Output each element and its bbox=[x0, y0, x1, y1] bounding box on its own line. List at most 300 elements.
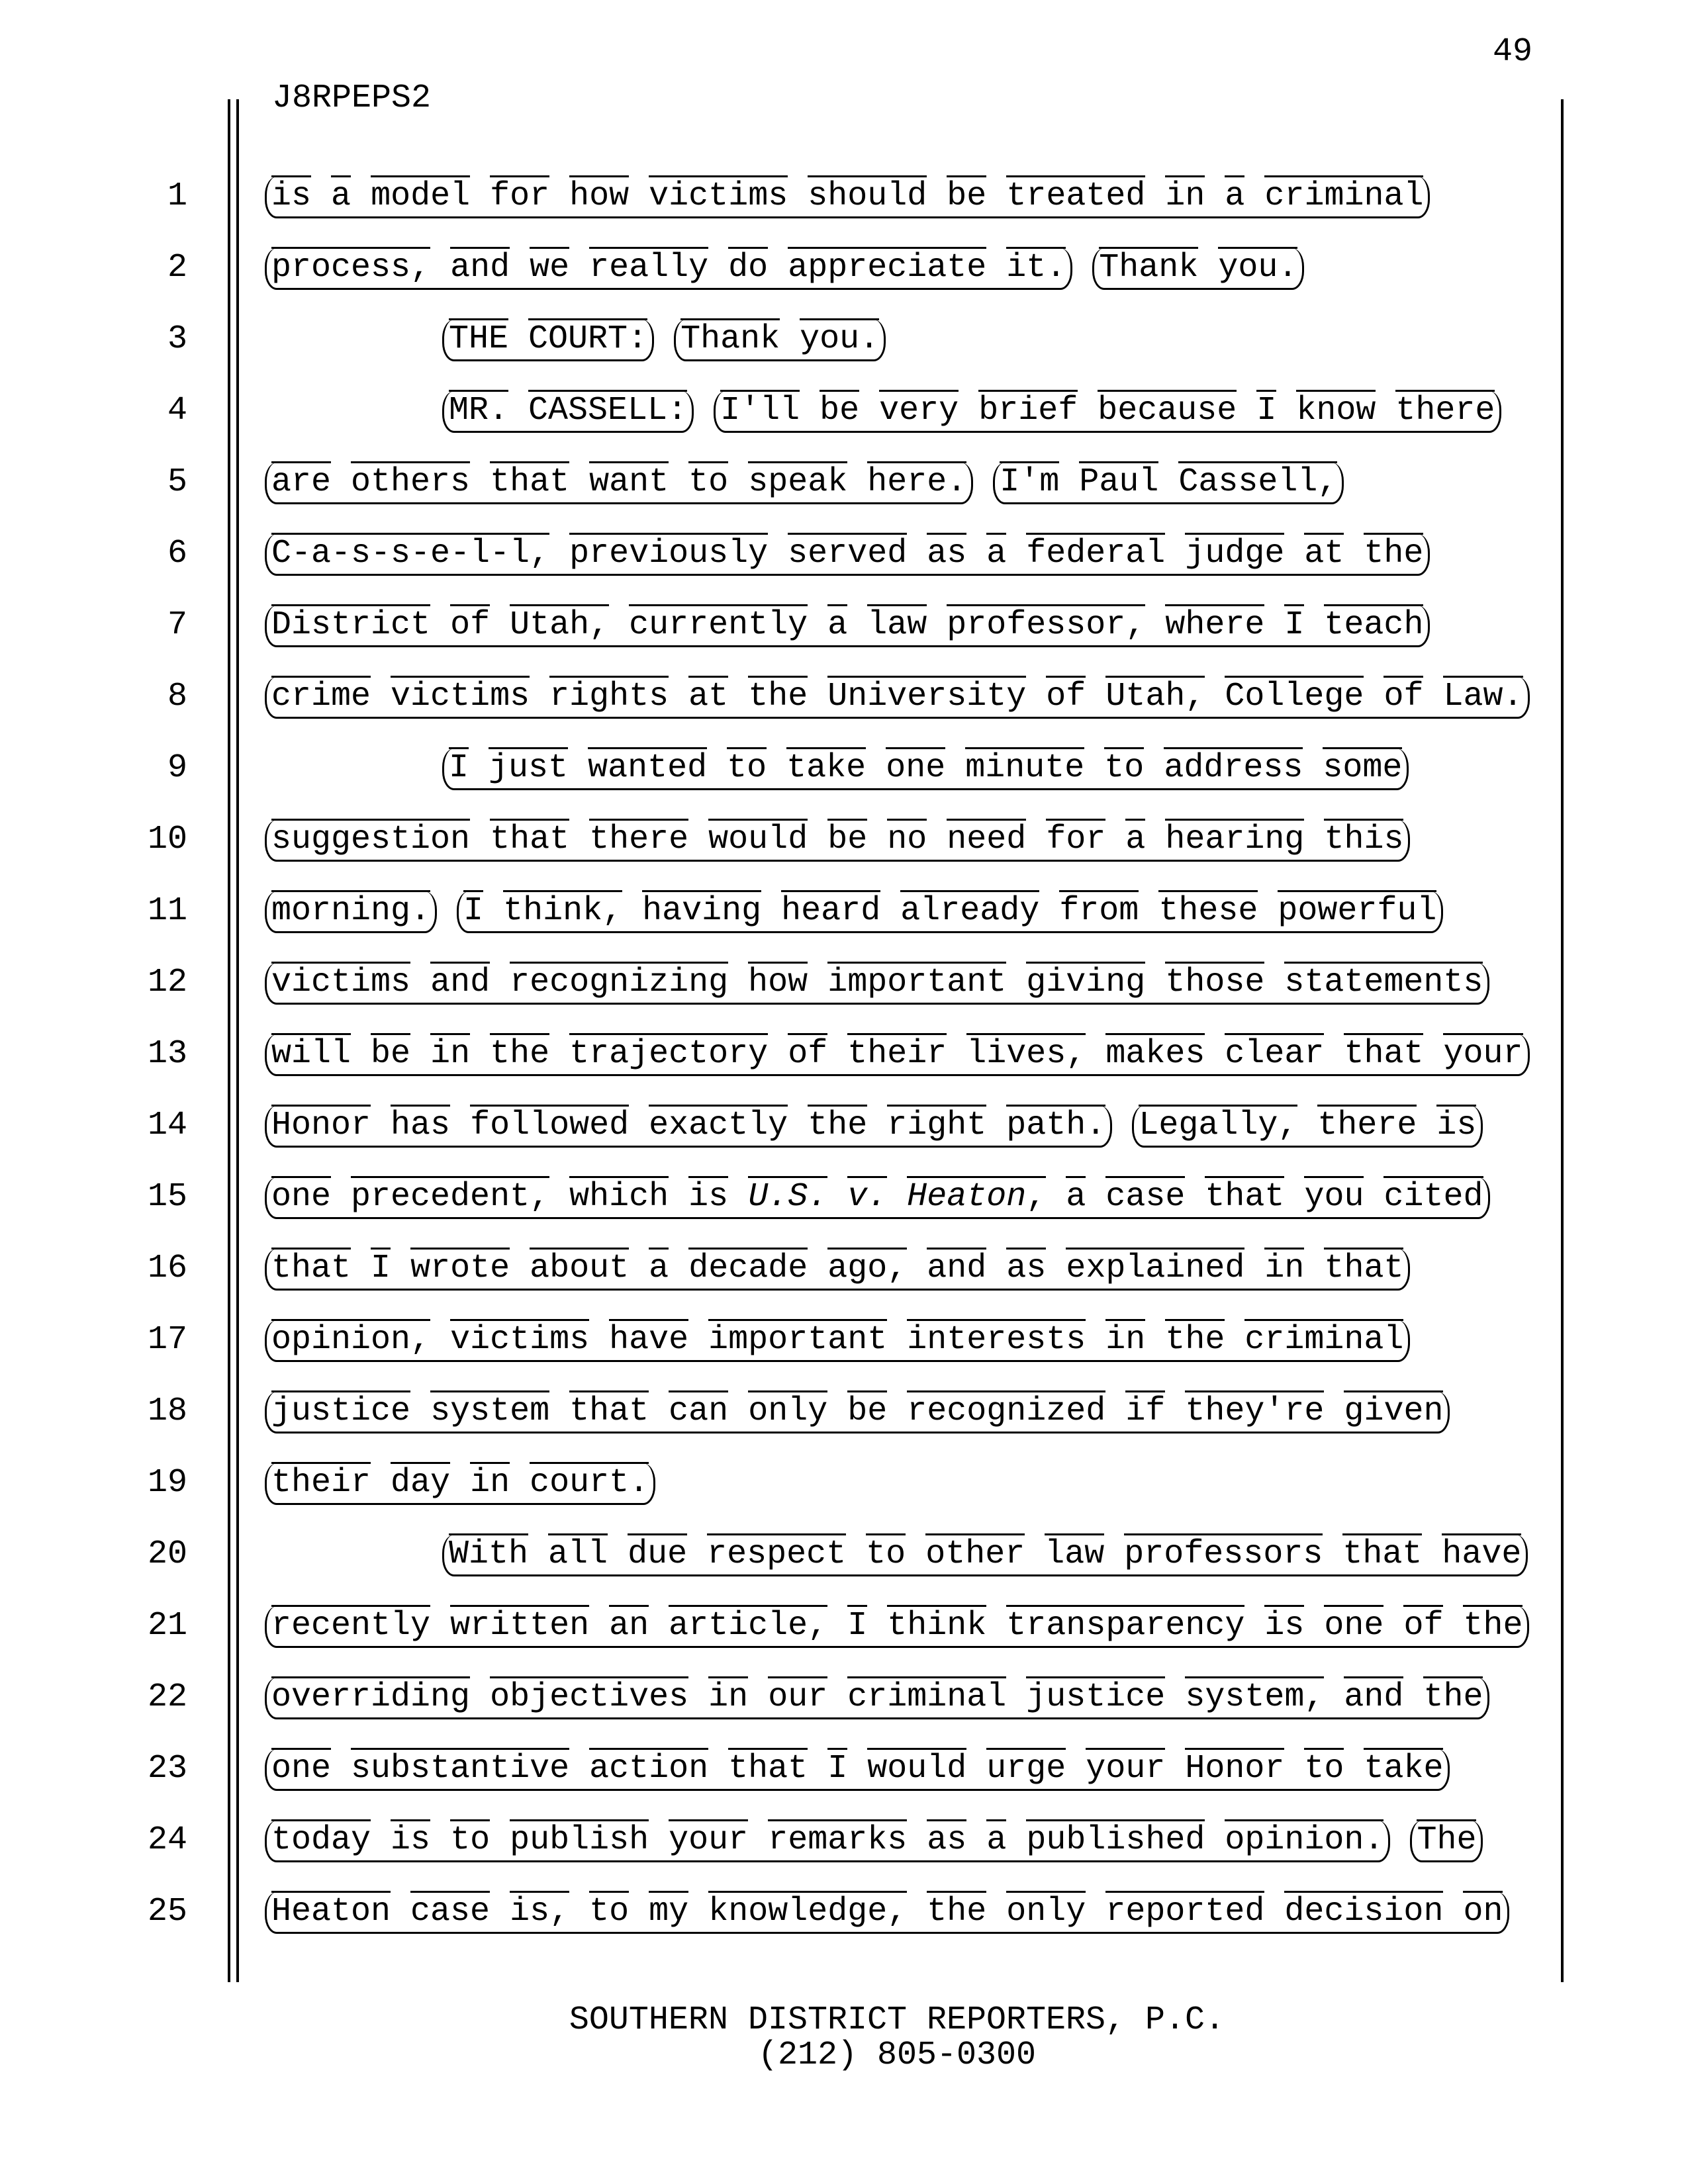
word: path. bbox=[1006, 1105, 1105, 1144]
word: C-a-s-s-e-l-l, bbox=[271, 533, 549, 572]
word: ago, bbox=[827, 1248, 907, 1287]
word: action bbox=[589, 1748, 708, 1788]
text-segment-box bbox=[442, 749, 1409, 790]
word: there bbox=[1317, 1105, 1417, 1144]
line-text bbox=[265, 1821, 1609, 1862]
text-segment-box bbox=[265, 606, 1430, 647]
word: COURT: bbox=[528, 318, 647, 358]
word: U.S. bbox=[748, 1176, 827, 1216]
word: that bbox=[1342, 1533, 1422, 1573]
word: crime bbox=[271, 676, 371, 715]
footer-phone-number: (212) 805-0300 bbox=[757, 2036, 1037, 2074]
word: is bbox=[1264, 1605, 1304, 1645]
word: criminal bbox=[1244, 1319, 1403, 1359]
word: it. bbox=[1006, 247, 1066, 287]
line-number: 11 bbox=[147, 892, 187, 930]
word: judge bbox=[1185, 533, 1284, 572]
text-segment-box bbox=[265, 1249, 1410, 1291]
line-text bbox=[265, 1463, 1609, 1505]
word: really bbox=[589, 247, 708, 287]
line-text bbox=[265, 1249, 1609, 1291]
word: your bbox=[669, 1819, 748, 1859]
word: substantive bbox=[351, 1748, 569, 1788]
word: only bbox=[748, 1390, 827, 1430]
word: to bbox=[1304, 1748, 1344, 1788]
word: the bbox=[748, 676, 808, 715]
word: MR. bbox=[449, 390, 508, 430]
word: Thank bbox=[1099, 247, 1198, 287]
word: I bbox=[1256, 390, 1276, 430]
word: take bbox=[1364, 1748, 1443, 1788]
line-text bbox=[265, 606, 1609, 647]
transcript-line bbox=[0, 1034, 1688, 1078]
word: Paul bbox=[1079, 461, 1158, 501]
line-text bbox=[265, 1034, 1609, 1076]
word: very bbox=[879, 390, 959, 430]
line-number: 10 bbox=[147, 821, 187, 858]
transcript-line bbox=[0, 320, 1688, 363]
line-number: 19 bbox=[147, 1464, 187, 1502]
word: urge bbox=[986, 1748, 1066, 1788]
word: transparency bbox=[1006, 1605, 1244, 1645]
word: think bbox=[887, 1605, 986, 1645]
word: their bbox=[271, 1462, 371, 1502]
line-number: 20 bbox=[147, 1535, 187, 1573]
word: and bbox=[1344, 1676, 1403, 1716]
word: professors bbox=[1124, 1533, 1323, 1573]
transcript-line bbox=[0, 1463, 1688, 1507]
word: speak bbox=[748, 461, 847, 501]
word: to bbox=[450, 1819, 490, 1859]
word: due bbox=[628, 1533, 687, 1573]
word: The bbox=[1417, 1819, 1476, 1859]
word: if bbox=[1125, 1390, 1165, 1430]
word: I bbox=[371, 1248, 391, 1287]
word: their bbox=[847, 1033, 947, 1073]
word: Utah, bbox=[1105, 676, 1205, 715]
word: I'll bbox=[720, 390, 800, 430]
word: have bbox=[609, 1319, 688, 1359]
word: just bbox=[489, 747, 568, 787]
word: appreciate bbox=[788, 247, 986, 287]
word: has bbox=[391, 1105, 450, 1144]
word: currently bbox=[629, 604, 808, 644]
word: hearing bbox=[1165, 819, 1304, 858]
word: of bbox=[450, 604, 490, 644]
word: CASSELL: bbox=[528, 390, 687, 430]
word: served bbox=[788, 533, 907, 572]
word: system bbox=[430, 1390, 549, 1430]
word: precedent, bbox=[351, 1176, 549, 1216]
word: as bbox=[927, 1819, 966, 1859]
line-number: 8 bbox=[167, 678, 187, 715]
transcript-line bbox=[0, 1320, 1688, 1364]
line-text bbox=[265, 320, 1609, 361]
word: criminal bbox=[847, 1676, 1006, 1716]
transcript-line bbox=[0, 1106, 1688, 1150]
word: of bbox=[1403, 1605, 1443, 1645]
word: the bbox=[1165, 1319, 1225, 1359]
word: the bbox=[1364, 533, 1423, 572]
word: Honor bbox=[271, 1105, 371, 1144]
word: your bbox=[1086, 1748, 1165, 1788]
word: justice bbox=[271, 1390, 410, 1430]
word: decade bbox=[688, 1248, 808, 1287]
word: address bbox=[1164, 747, 1303, 787]
word: treated bbox=[1006, 175, 1145, 215]
word: cited bbox=[1383, 1176, 1483, 1216]
word: a bbox=[1125, 819, 1145, 858]
word: a bbox=[986, 1819, 1006, 1859]
word: the bbox=[808, 1105, 867, 1144]
word: victims bbox=[450, 1319, 589, 1359]
word: be bbox=[820, 390, 859, 430]
word: that bbox=[569, 1390, 649, 1430]
text-segment-box bbox=[265, 820, 1410, 862]
word: others bbox=[351, 461, 470, 501]
word: I'm bbox=[1000, 461, 1059, 501]
word: one bbox=[271, 1748, 331, 1788]
word: lives, bbox=[966, 1033, 1086, 1073]
word: take bbox=[786, 747, 866, 787]
word: Heaton bbox=[271, 1891, 391, 1931]
text-segment-box bbox=[442, 391, 694, 433]
word: reported bbox=[1105, 1891, 1264, 1931]
text-segment-box bbox=[265, 463, 973, 504]
line-number: 13 bbox=[147, 1035, 187, 1073]
line-number: 4 bbox=[167, 392, 187, 430]
word: criminal bbox=[1264, 175, 1423, 215]
word: I bbox=[827, 1748, 847, 1788]
word: where bbox=[1165, 604, 1264, 644]
word: rights bbox=[549, 676, 669, 715]
word: powerful bbox=[1278, 890, 1436, 930]
word: our bbox=[768, 1676, 827, 1716]
text-segment-box bbox=[714, 391, 1501, 433]
word: victims bbox=[649, 175, 788, 215]
word: in bbox=[1105, 1319, 1145, 1359]
word: law bbox=[1045, 1533, 1104, 1573]
word: law bbox=[867, 604, 927, 644]
word: we bbox=[530, 247, 569, 287]
word: morning. bbox=[271, 890, 430, 930]
word: Heaton bbox=[907, 1176, 1026, 1216]
word: THE bbox=[449, 318, 508, 358]
word: objectives bbox=[490, 1676, 688, 1716]
word: a bbox=[827, 604, 847, 644]
line-number: 25 bbox=[147, 1893, 187, 1931]
word: a bbox=[649, 1248, 669, 1287]
word: having bbox=[642, 890, 761, 930]
word: Utah, bbox=[510, 604, 609, 644]
word: With bbox=[449, 1533, 528, 1573]
transcript-line bbox=[0, 1392, 1688, 1435]
line-number: 21 bbox=[147, 1607, 187, 1645]
word: you. bbox=[1218, 247, 1297, 287]
word: process, bbox=[271, 247, 430, 287]
word: to bbox=[1104, 747, 1144, 787]
word: to bbox=[866, 1533, 906, 1573]
line-number: 5 bbox=[167, 463, 187, 501]
word: today bbox=[271, 1819, 371, 1859]
word: Honor bbox=[1185, 1748, 1284, 1788]
line-text bbox=[265, 1892, 1609, 1934]
word: justice bbox=[1026, 1676, 1165, 1716]
word: day bbox=[391, 1462, 450, 1502]
paragraph-indent bbox=[265, 1562, 442, 1563]
line-text bbox=[265, 391, 1609, 433]
transcript-line bbox=[0, 891, 1688, 935]
word: article, bbox=[669, 1605, 827, 1645]
word: the bbox=[1423, 1676, 1483, 1716]
text-segment-box bbox=[265, 1034, 1530, 1076]
word: followed bbox=[470, 1105, 629, 1144]
word: that bbox=[271, 1248, 351, 1287]
word: want bbox=[589, 461, 669, 501]
word: is bbox=[688, 1176, 728, 1216]
word: you. bbox=[800, 318, 879, 358]
transcript-line bbox=[0, 1606, 1688, 1650]
word: they're bbox=[1185, 1390, 1324, 1430]
word: that bbox=[1205, 1176, 1284, 1216]
word: in bbox=[470, 1462, 510, 1502]
word: these bbox=[1158, 890, 1258, 930]
text-segment-box bbox=[265, 1463, 655, 1505]
word: no bbox=[887, 819, 927, 858]
word: as bbox=[927, 533, 966, 572]
word: model bbox=[371, 175, 470, 215]
text-segment-box bbox=[265, 248, 1072, 290]
word: that bbox=[490, 819, 569, 858]
text-segment-box bbox=[265, 963, 1489, 1005]
word: giving bbox=[1026, 962, 1145, 1001]
text-segment-box bbox=[442, 320, 654, 361]
line-number: 14 bbox=[147, 1107, 187, 1144]
word: to bbox=[589, 1891, 629, 1931]
word: one bbox=[271, 1176, 331, 1216]
word: for bbox=[490, 175, 549, 215]
word: University bbox=[827, 676, 1026, 715]
word: opinion. bbox=[1225, 1819, 1383, 1859]
word: court. bbox=[530, 1462, 649, 1502]
word: Legally, bbox=[1139, 1105, 1297, 1144]
word: minute bbox=[965, 747, 1084, 787]
word: published bbox=[1026, 1819, 1205, 1859]
word: victims bbox=[271, 962, 410, 1001]
line-text bbox=[265, 891, 1609, 933]
transcript-line bbox=[0, 1535, 1688, 1578]
text-segment-box bbox=[1132, 1106, 1483, 1148]
word: v. bbox=[847, 1176, 887, 1216]
text-segment-box bbox=[442, 1535, 1528, 1576]
word: trajectory bbox=[569, 1033, 768, 1073]
word: that bbox=[490, 461, 569, 501]
line-text bbox=[265, 963, 1609, 1005]
word: other bbox=[925, 1533, 1025, 1573]
line-number: 16 bbox=[147, 1250, 187, 1287]
line-text bbox=[265, 749, 1609, 790]
word: that bbox=[728, 1748, 808, 1788]
line-text bbox=[265, 1392, 1609, 1433]
word: would bbox=[708, 819, 808, 858]
word: how bbox=[748, 962, 808, 1001]
text-segment-box bbox=[265, 1106, 1112, 1148]
transcript-line bbox=[0, 749, 1688, 792]
word: one bbox=[886, 747, 945, 787]
transcript-line bbox=[0, 1249, 1688, 1293]
word: the bbox=[927, 1891, 986, 1931]
word: system, bbox=[1185, 1676, 1324, 1716]
word: which bbox=[569, 1176, 669, 1216]
word: about bbox=[530, 1248, 629, 1287]
word: recognizing bbox=[510, 962, 728, 1001]
word: suggestion bbox=[271, 819, 470, 858]
word: I bbox=[449, 747, 469, 787]
line-number: 7 bbox=[167, 606, 187, 644]
word: overriding bbox=[271, 1676, 470, 1716]
transcript-line bbox=[0, 1177, 1688, 1221]
word: I bbox=[847, 1605, 867, 1645]
text-segment-box bbox=[265, 1892, 1509, 1934]
word: , bbox=[1026, 1176, 1046, 1216]
word: heard bbox=[781, 890, 880, 930]
transcript-line bbox=[0, 1678, 1688, 1721]
line-number: 24 bbox=[147, 1821, 187, 1859]
word: in bbox=[1264, 1248, 1304, 1287]
word: case bbox=[1105, 1176, 1185, 1216]
transcript-line bbox=[0, 1821, 1688, 1864]
line-number: 2 bbox=[167, 249, 187, 287]
word: in bbox=[1165, 175, 1205, 215]
word: of bbox=[1383, 676, 1423, 715]
text-segment-box bbox=[993, 463, 1344, 504]
transcript-header-id: J8RPEPS2 bbox=[272, 79, 432, 117]
line-text bbox=[265, 1606, 1609, 1648]
transcript-line bbox=[0, 248, 1688, 292]
transcript-line bbox=[0, 1892, 1688, 1936]
line-text bbox=[265, 1106, 1609, 1148]
word: knowledge, bbox=[708, 1891, 907, 1931]
text-segment-box bbox=[265, 891, 437, 933]
line-number: 23 bbox=[147, 1750, 187, 1788]
line-text bbox=[265, 1535, 1609, 1576]
word: there bbox=[1395, 390, 1495, 430]
line-text bbox=[265, 1749, 1609, 1791]
line-text bbox=[265, 1177, 1609, 1219]
word: because bbox=[1098, 390, 1237, 430]
text-segment-box bbox=[1092, 248, 1304, 290]
word: interests bbox=[907, 1319, 1086, 1359]
word: is bbox=[391, 1819, 430, 1859]
word: be bbox=[827, 819, 867, 858]
transcript-line bbox=[0, 1749, 1688, 1793]
word: a bbox=[986, 533, 1006, 572]
word: can bbox=[669, 1390, 728, 1430]
word: for bbox=[1046, 819, 1105, 858]
word: you bbox=[1304, 1176, 1364, 1216]
transcript-line bbox=[0, 463, 1688, 506]
word: exactly bbox=[649, 1105, 788, 1144]
text-segment-box bbox=[457, 891, 1443, 933]
word: case bbox=[410, 1891, 490, 1931]
word: need bbox=[947, 819, 1026, 858]
word: your bbox=[1443, 1033, 1523, 1073]
word: that bbox=[1324, 1248, 1403, 1287]
word: be bbox=[847, 1390, 887, 1430]
text-segment-box bbox=[674, 320, 886, 361]
word: the bbox=[1463, 1605, 1523, 1645]
transcript-line bbox=[0, 820, 1688, 864]
line-text bbox=[265, 820, 1609, 862]
line-text bbox=[265, 534, 1609, 576]
word: professor, bbox=[947, 604, 1145, 644]
line-text bbox=[265, 677, 1609, 719]
word: and bbox=[927, 1248, 986, 1287]
text-segment-box bbox=[265, 177, 1430, 218]
word: Cassell, bbox=[1178, 461, 1337, 501]
word: District bbox=[271, 604, 430, 644]
text-segment-box bbox=[265, 1606, 1529, 1648]
text-segment-box bbox=[265, 1821, 1390, 1862]
word: some bbox=[1323, 747, 1402, 787]
word: victims bbox=[391, 676, 530, 715]
transcript-line bbox=[0, 177, 1688, 220]
word: clear bbox=[1225, 1033, 1324, 1073]
word: College bbox=[1225, 676, 1364, 715]
word: at bbox=[1304, 533, 1344, 572]
text-segment-box bbox=[265, 1177, 1490, 1219]
word: will bbox=[271, 1033, 351, 1073]
word: decision bbox=[1284, 1891, 1443, 1931]
line-number: 15 bbox=[147, 1178, 187, 1216]
text-segment-box bbox=[265, 1678, 1489, 1719]
word: of bbox=[788, 1033, 827, 1073]
page-number: 49 bbox=[1493, 33, 1533, 71]
word: wanted bbox=[588, 747, 707, 787]
line-text bbox=[265, 248, 1609, 290]
word: remarks bbox=[768, 1819, 907, 1859]
word: and bbox=[450, 247, 510, 287]
line-number: 22 bbox=[147, 1678, 187, 1716]
word: Law. bbox=[1443, 676, 1523, 715]
word: right bbox=[887, 1105, 986, 1144]
paragraph-indent bbox=[265, 418, 442, 419]
word: previously bbox=[569, 533, 768, 572]
word: recently bbox=[271, 1605, 430, 1645]
word: would bbox=[867, 1748, 966, 1788]
word: all bbox=[548, 1533, 608, 1573]
word: given bbox=[1344, 1390, 1443, 1430]
word: this bbox=[1324, 819, 1403, 858]
text-segment-box bbox=[1410, 1821, 1483, 1862]
word: explained bbox=[1066, 1248, 1244, 1287]
word: federal bbox=[1026, 533, 1165, 572]
word: know bbox=[1296, 390, 1376, 430]
text-segment-box bbox=[265, 677, 1530, 719]
word: at bbox=[688, 676, 728, 715]
word: those bbox=[1165, 962, 1264, 1001]
word: respect bbox=[707, 1533, 846, 1573]
word: here. bbox=[867, 461, 966, 501]
word: of bbox=[1046, 676, 1086, 715]
word: that bbox=[1344, 1033, 1423, 1073]
word: do bbox=[728, 247, 768, 287]
line-number: 6 bbox=[167, 535, 187, 572]
word: recognized bbox=[907, 1390, 1105, 1430]
word: teach bbox=[1324, 604, 1423, 644]
word: to bbox=[688, 461, 728, 501]
line-number: 18 bbox=[147, 1392, 187, 1430]
